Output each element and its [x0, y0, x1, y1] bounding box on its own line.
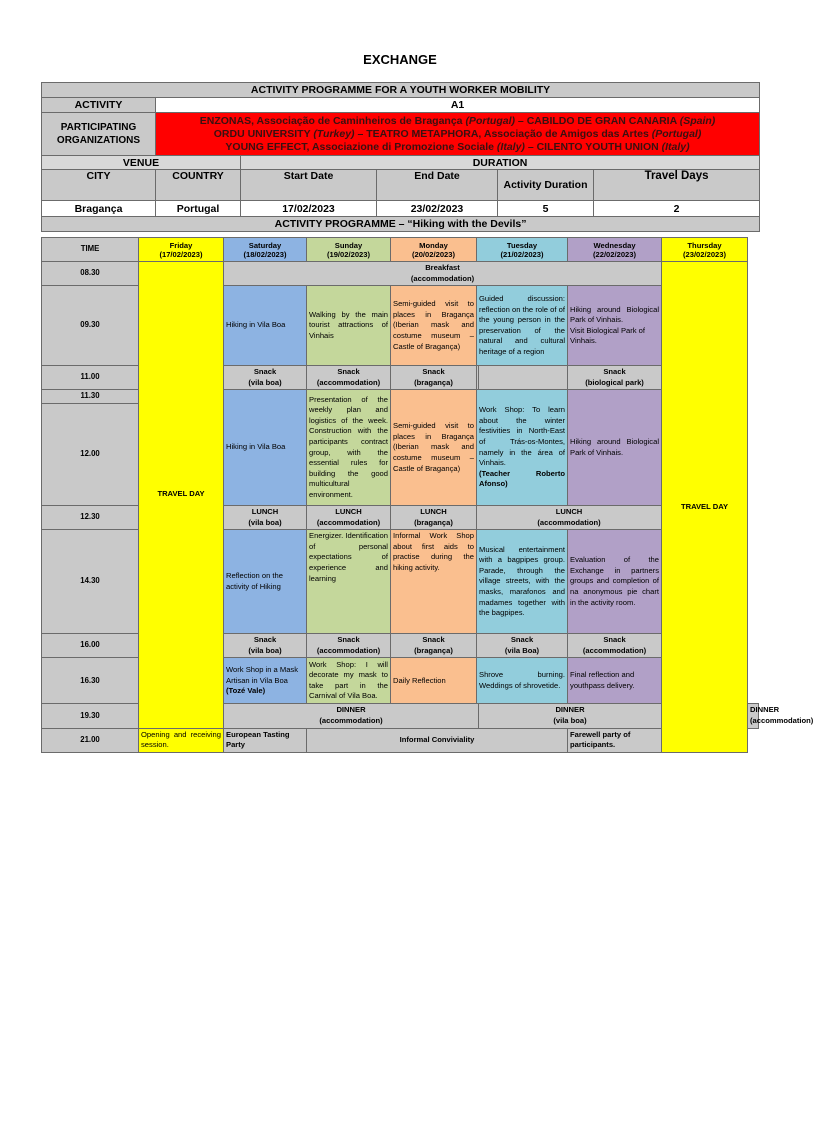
time-1130: 11.30: [42, 390, 139, 404]
duration-label: DURATION: [241, 156, 760, 170]
tuesday-1600-snack: Snack (vila Boa): [477, 634, 568, 658]
activity-value: A1: [156, 98, 760, 113]
country-value: Portugal: [156, 201, 241, 217]
monday-1430: Informal Work Shop about first aids to practise during the hiking activity.: [391, 530, 477, 634]
venue-label: VENUE: [42, 156, 241, 170]
snack-divider: [479, 366, 568, 390]
time-1630: 16.30: [42, 658, 139, 704]
saturday-1630: Work Shop in a Mask Artisan in Vila Boa (Tozé Vale): [224, 658, 307, 704]
header-table: [41, 82, 760, 232]
breakfast-cell: Breakfast (accommodation): [224, 262, 662, 286]
time-0830: 08.30: [42, 262, 139, 286]
wednesday-1630: Final reflection and youthpass delivery.: [568, 658, 662, 704]
saturday-0930: Hiking in Vila Boa: [224, 286, 307, 366]
day-header-friday: Friday (17/02/2023): [139, 238, 224, 262]
wednesday-1600-snack: Snack (accommodation): [568, 634, 662, 658]
tuesday-1200: Work Shop: To learn about the winter festivities in North-East of Trás-os-Montes, namely in the área of Vinhais. (Teacher Roberto Afonso): [477, 390, 568, 506]
start-date-label: Start Date: [241, 170, 377, 201]
day-header-monday: Monday (20/02/2023): [391, 238, 477, 262]
city-value: Bragança: [42, 201, 156, 217]
saturday-1430: Reflection on the activity of Hiking: [224, 530, 307, 634]
participating-label: PARTICIPATING ORGANIZATIONS: [42, 113, 156, 156]
page-title: EXCHANGE: [363, 52, 437, 67]
day-header-tuesday: Tuesday (21/02/2023): [477, 238, 568, 262]
tuesday-wednesday-1230-lunch: LUNCH (accommodation): [477, 505, 662, 529]
saturday-1600-snack: Snack (vila boa): [224, 634, 307, 658]
wednesday-1930-dinner: DINNER (accommodation): [748, 704, 759, 728]
day-header-saturday: Saturday (18/02/2023): [224, 238, 307, 262]
city-label: CITY: [42, 170, 156, 201]
time-1430: 14.30: [42, 530, 139, 634]
tuesday-1930-dinner: DINNER (vila boa): [479, 704, 662, 728]
travel-days-value: 2: [594, 201, 760, 217]
monday-1100-snack: Snack (bragança): [391, 366, 477, 390]
saturday-1100-snack: Snack (vila boa): [224, 366, 307, 390]
monday-1630: Daily Reflection: [391, 658, 477, 704]
thursday-travel-day: TRAVEL DAY: [662, 262, 748, 753]
time-1100: 11.00: [42, 366, 139, 390]
time-2100: 21.00: [42, 728, 139, 752]
wednesday-0930: Hiking around Biological Park of Vinhais. Visit Biological Park of Vinhais.: [568, 286, 662, 366]
sunday-1100-snack: Snack (accommodation): [307, 366, 391, 390]
day-header-wednesday: Wednesday (22/02/2023): [568, 238, 662, 262]
travel-days-label: Travel Days: [594, 170, 760, 201]
programme-title: ACTIVITY PROGRAMME FOR A YOUTH WORKER MOBILITY: [42, 83, 760, 98]
activity-label: ACTIVITY: [42, 98, 156, 113]
time-1600: 16.00: [42, 634, 139, 658]
friday-travel-day: TRAVEL DAY: [139, 262, 224, 729]
time-1200: 12.00: [42, 403, 139, 505]
sunday-1200: Presentation of the weekly plan and logistics of the week. Construction with the participants contract group, with the essential rules for building the good multicultural environment.: [307, 390, 391, 506]
participating-organizations: ENZONAS, Associação de Caminheiros de Bragança (Portugal) – CABILDO DE GRAN CANARIA (Spain) ORDU UNIVERSITY (Turkey) – TEATRO METAPHORA, Associação de Amigos das Artes (Portugal) YOUNG EFFECT, Associazione di Promozione Sociale (Italy) – CILENTO YOUTH UNION (Italy): [156, 113, 760, 156]
time-0930: 09.30: [42, 286, 139, 366]
schedule-table: [41, 237, 813, 753]
end-date-label: End Date: [377, 170, 498, 201]
monday-1200: Semi-guided visit to places in Bragança (Iberian mask and costume museum – Castle of Bragança): [391, 390, 477, 506]
saturday-2100: European Tasting Party: [224, 728, 307, 752]
monday-0930: Semi-guided visit to places in Bragança (Iberian mask and costume museum – Castle of Bragança): [391, 286, 477, 366]
monday-1230-lunch: LUNCH (bragança): [391, 505, 477, 529]
activity-duration-value: 5: [498, 201, 594, 217]
activity-duration-label: Activity Duration: [498, 170, 594, 201]
saturday-1200: Hiking in Vila Boa: [224, 390, 307, 506]
sunday-1430: Energizer. Identification of personal expectations of experience and learning: [307, 530, 391, 634]
sunday-1600-snack: Snack (accommodation): [307, 634, 391, 658]
wednesday-1100-snack: Snack (biological park): [568, 366, 662, 390]
wednesday-1200: Hiking around Biological Park of Vinhais.: [568, 390, 662, 506]
day-header-thursday: Thursday (23/02/2023): [662, 238, 748, 262]
sunday-1230-lunch: LUNCH (accommodation): [307, 505, 391, 529]
friday-monday-1930-dinner: DINNER (accommodation): [224, 704, 479, 728]
start-date-value: 17/02/2023: [241, 201, 377, 217]
wednesday-2100: Farewell party of participants.: [568, 728, 662, 752]
time-header: TIME: [42, 238, 139, 262]
tuesday-1630: Shrove burning. Weddings of shrovetide.: [477, 658, 568, 704]
sunday-0930: Walking by the main tourist attractions of Vinhais: [307, 286, 391, 366]
sunday-1630: Work Shop: I will decorate my mask to take part in the Carnival of Vila Boa.: [307, 658, 391, 704]
wednesday-1430: Evaluation of the Exchange in partners groups and completion of na anonymous pie chart in the activity room.: [568, 530, 662, 634]
day-header-sunday: Sunday (19/02/2023): [307, 238, 391, 262]
informal-conviviality: Informal Conviviality: [307, 728, 568, 752]
programme-subtitle: ACTIVITY PROGRAMME – “Hiking with the Devils”: [42, 217, 760, 232]
monday-1600-snack: Snack (bragança): [391, 634, 477, 658]
time-1930: 19.30: [42, 704, 139, 728]
country-label: COUNTRY: [156, 170, 241, 201]
time-1230: 12.30: [42, 505, 139, 529]
tuesday-0930: Guided discussion: reflection on the role of of the young person in the preservation of the natural and cultural heritage of a region: [477, 286, 568, 366]
end-date-value: 23/02/2023: [377, 201, 498, 217]
saturday-1230-lunch: LUNCH (vila boa): [224, 505, 307, 529]
friday-2100: Opening and receiving session.: [139, 728, 224, 752]
tuesday-1430: Musical entertainment with a bagpipes group. Parade, through the village streets, with the masks, marafonos and madames together with the bagpipes.: [477, 530, 568, 634]
